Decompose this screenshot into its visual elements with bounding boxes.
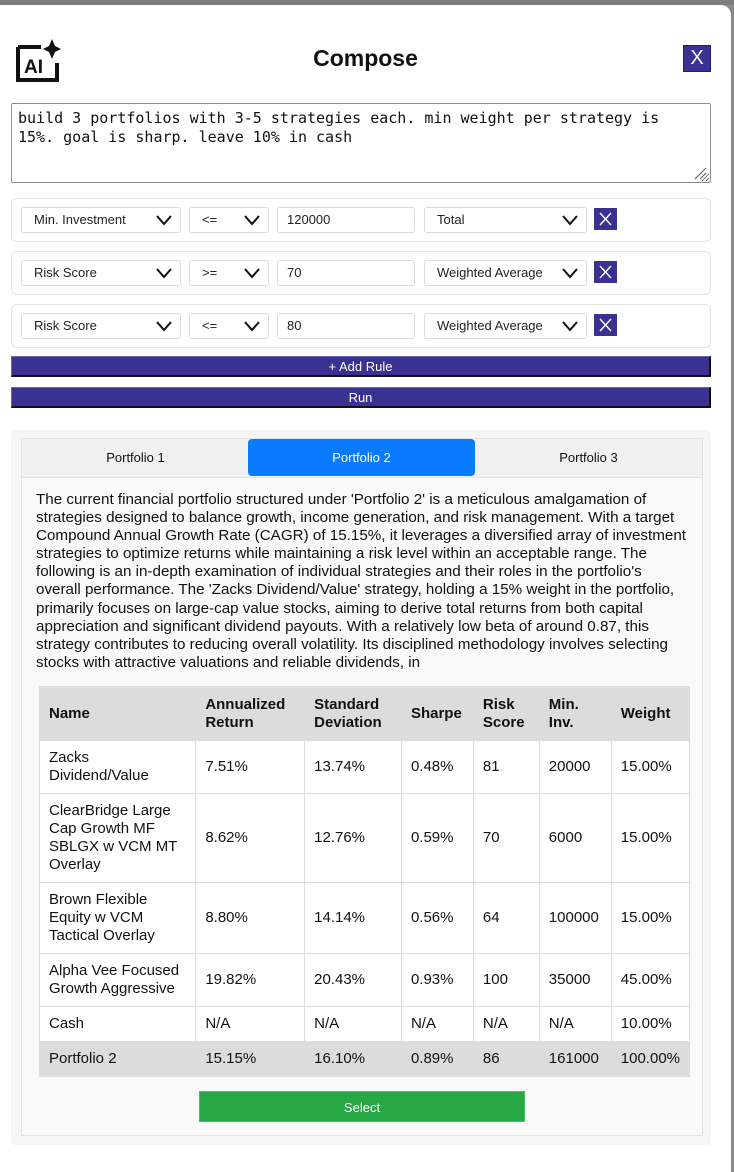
chevron-down-icon [244,267,260,279]
cell-min-inv: 35000 [539,954,611,1007]
prompt-input[interactable] [11,103,711,183]
rule-field-select[interactable] [21,260,181,286]
chevron-down-icon [562,214,578,226]
cell-min-inv: 100000 [539,883,611,954]
cell-sharpe: 0.93% [401,954,473,1007]
rule-field-value: Risk Score [34,318,97,333]
cell-risk-score: 81 [473,741,539,794]
cell-std-dev: 12.76% [305,794,402,883]
column-header: Annualized Return [196,687,305,741]
cell-risk-score: 86 [473,1042,539,1077]
cell-min-inv: 6000 [539,794,611,883]
cell-min-inv: N/A [539,1007,611,1042]
rule-field-value: Risk Score [34,265,97,280]
cell-name: ClearBridge Large Cap Growth MF SBLGX w VCM MT Overlay [40,794,196,883]
select-portfolio-button[interactable]: Select [199,1091,525,1122]
chevron-down-icon [562,320,578,332]
tab-portfolio-3[interactable]: Portfolio 3 [559,450,618,465]
rule-row [11,304,711,348]
cell-annualized-return: 19.82% [196,954,305,1007]
rule-aggregation-value: Weighted Average [437,265,543,280]
results-card [21,438,703,1136]
cell-weight: 15.00% [611,883,689,954]
cell-sharpe: 0.56% [401,883,473,954]
table-header-row [40,687,690,741]
cell-annualized-return: 8.80% [196,883,305,954]
chevron-down-icon [562,267,578,279]
portfolio-description: The current financial portfolio structured under 'Portfolio 2' is a meticulous amalgamation of strategies designed to balance growth, income generation, and risk management. With a target Compound Annual Growth Rate (CAGR) of 15.15%, it leverages a diversified array of investment strategies to optimize returns while maintaining a risk level within an acceptable range. The following is an in-depth examination of individual strategies and their roles in the portfolio's overall performance. The 'Zacks Dividend/Value' strategy, holding a 15% weight in the portfolio, primarily focuses on large-cap value stocks, aiming to derive total returns from both capital appreciation and significant dividend payouts. With a relatively low beta of around 0.87, this strategy contributes to reducing overall volatility. Its disciplined methodology involves selecting stocks with attractive valuations and reliable dividends, in [36,491,686,671]
cell-std-dev: 13.74% [305,741,402,794]
chevron-down-icon [244,214,260,226]
portfolio-tabs [22,439,702,478]
tab-portfolio-1[interactable]: Portfolio 1 [106,450,165,465]
remove-rule-button[interactable] [594,261,617,283]
column-header: Risk Score [473,687,539,741]
cell-weight: 100.00% [611,1042,689,1077]
cell-risk-score: 70 [473,794,539,883]
rule-aggregation-select[interactable] [424,260,587,286]
run-button[interactable]: Run [11,387,711,408]
svg-text:AI: AI [24,57,43,78]
rule-aggregation-value: Total [437,212,465,227]
cell-name: Cash [40,1007,196,1042]
cell-annualized-return: N/A [196,1007,305,1042]
cell-risk-score: N/A [473,1007,539,1042]
table-row [40,883,690,954]
chevron-down-icon [156,320,172,332]
cell-std-dev: N/A [305,1007,402,1042]
rule-value-input[interactable]: 120000 [277,207,415,233]
cell-name: Portfolio 2 [40,1042,196,1077]
cell-name: Alpha Vee Focused Growth Aggressive [40,954,196,1007]
cell-std-dev: 16.10% [305,1042,402,1077]
cell-min-inv: 20000 [539,741,611,794]
close-icon [594,261,617,283]
table-row [40,741,690,794]
table-row [40,1007,690,1042]
cell-weight: 10.00% [611,1007,689,1042]
cell-std-dev: 20.43% [305,954,402,1007]
rule-field-value: Min. Investment [34,212,126,227]
column-header: Name [40,687,196,741]
modal-title: Compose [313,45,418,71]
modal-header [0,5,731,100]
rule-operator-select[interactable] [189,313,269,339]
cell-sharpe: 0.48% [401,741,473,794]
rule-operator-value: >= [202,265,218,280]
cell-weight: 15.00% [611,741,689,794]
rule-row [11,251,711,295]
rule-operator-select[interactable] [189,207,269,233]
cell-std-dev: 14.14% [305,883,402,954]
resize-handle-icon[interactable] [693,166,707,180]
strategies-table [39,686,690,1077]
compose-modal [0,5,731,1172]
cell-annualized-return: 15.15% [196,1042,305,1077]
cell-risk-score: 64 [473,883,539,954]
close-icon [594,208,617,230]
table-row [40,954,690,1007]
rule-value-input[interactable]: 70 [277,260,415,286]
table-total-row [40,1042,690,1077]
add-rule-button[interactable]: + Add Rule [11,356,711,377]
cell-sharpe: 0.59% [401,794,473,883]
column-header: Sharpe [401,687,473,741]
rule-field-select[interactable] [21,207,181,233]
chevron-down-icon [156,267,172,279]
rule-operator-value: <= [202,212,218,227]
cell-name: Brown Flexible Equity w VCM Tactical Overlay [40,883,196,954]
rule-aggregation-select[interactable] [424,313,587,339]
column-header: Weight [611,687,689,741]
close-icon [594,314,617,336]
cell-risk-score: 100 [473,954,539,1007]
rule-field-select[interactable] [21,313,181,339]
cell-sharpe: 0.89% [401,1042,473,1077]
rule-row [11,198,711,242]
column-header: Min. Inv. [539,687,611,741]
rule-aggregation-select[interactable] [424,207,587,233]
rule-aggregation-value: Weighted Average [437,318,543,333]
cell-sharpe: N/A [401,1007,473,1042]
rule-value-input[interactable]: 80 [277,313,415,339]
cell-name: Zacks Dividend/Value [40,741,196,794]
remove-rule-button[interactable] [594,208,617,230]
cell-weight: 45.00% [611,954,689,1007]
column-header: Standard Deviation [305,687,402,741]
cell-annualized-return: 7.51% [196,741,305,794]
chevron-down-icon [244,320,260,332]
rule-operator-value: <= [202,318,218,333]
remove-rule-button[interactable] [594,314,617,336]
table-row [40,794,690,883]
cell-min-inv: 161000 [539,1042,611,1077]
chevron-down-icon [156,214,172,226]
rule-operator-select[interactable] [189,260,269,286]
cell-annualized-return: 8.62% [196,794,305,883]
close-button[interactable]: X [683,45,711,72]
results-panel [11,430,711,1145]
cell-weight: 15.00% [611,794,689,883]
tab-portfolio-2[interactable]: Portfolio 2 [248,439,475,476]
